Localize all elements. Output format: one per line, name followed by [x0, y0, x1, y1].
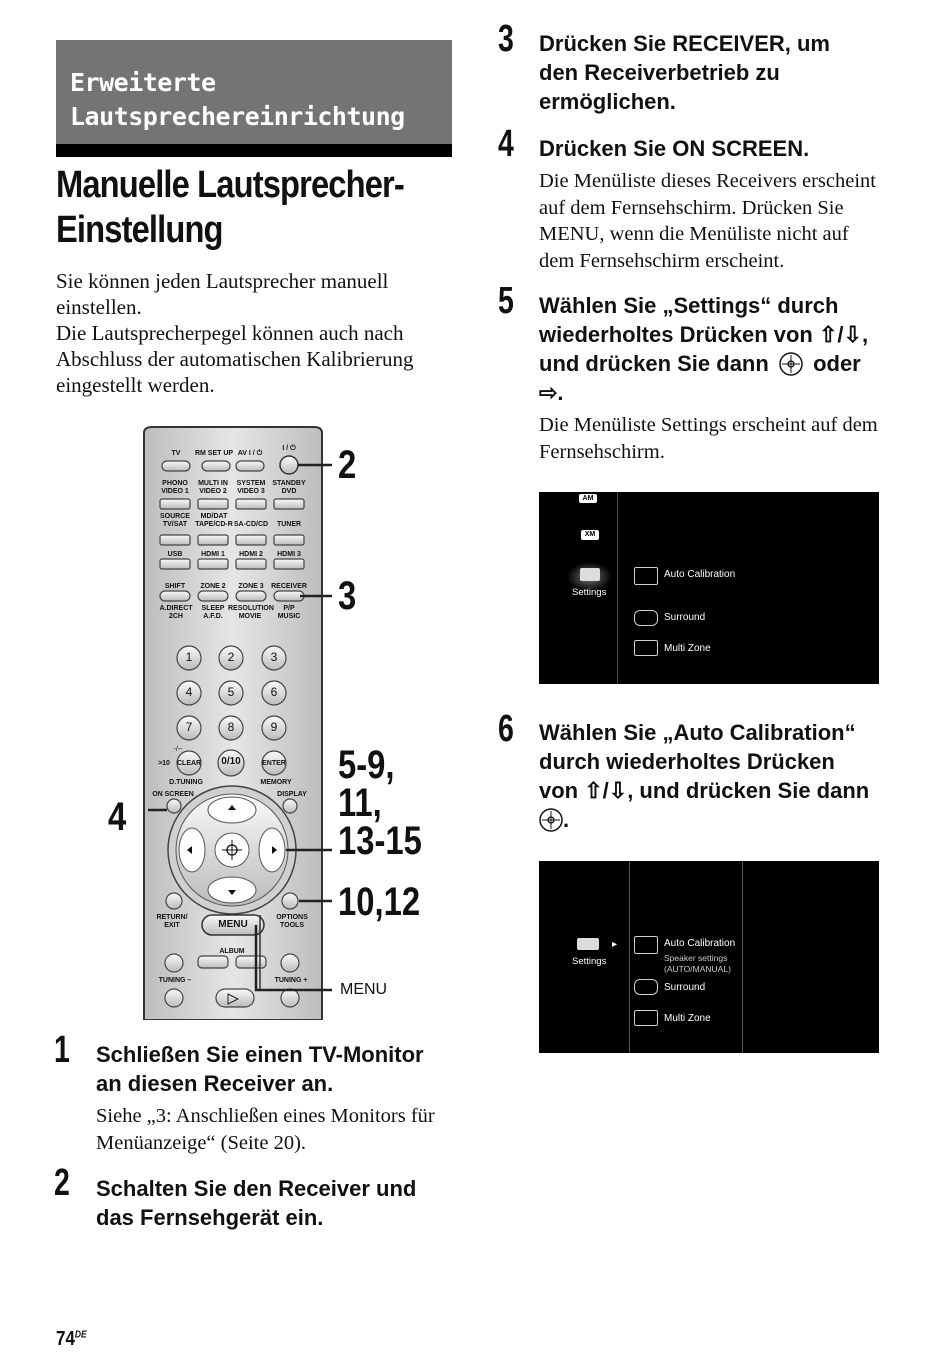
digit-8: 8 [227, 720, 235, 734]
pip-label: P/P MUSIC [277, 605, 301, 620]
callout-11: 11, [338, 781, 382, 825]
tuning-plus-label: TUNING + [274, 977, 308, 984]
memory-label: MEMORY [260, 779, 292, 786]
step-3-number: 3 [498, 18, 514, 60]
multi-zone-icon [634, 1010, 658, 1026]
zero10-label: 0/10 [221, 756, 241, 767]
step-6-heading: Wählen Sie „Auto Calibration“ durch wiederholtes Drücken von ⇧/⇩, und drücken Sie dann . [539, 720, 870, 832]
step-2-number: 2 [54, 1162, 70, 1204]
clear-label: CLEAR [177, 760, 202, 767]
hdmi2-label: HDMI 2 [239, 551, 263, 558]
digit-4: 4 [185, 685, 193, 699]
page-title: Manuelle Lautsprecher- Einstellung [56, 164, 404, 251]
phono-video1-label: PHONO VIDEO 1 [161, 480, 189, 495]
callout-2: 2 [338, 443, 357, 487]
multi-video2-label: MULTI IN VIDEO 2 [198, 480, 228, 495]
step-1-heading: Schließen Sie einen TV-Monitor an diesen Receiver an. [96, 1042, 424, 1096]
power-label: I / ⏻ [282, 445, 296, 452]
options-tools-label: OPTIONS TOOLS [276, 914, 308, 929]
toolbox-icon [577, 938, 599, 950]
callout-4: 4 [108, 795, 127, 839]
digit-7: 7 [185, 720, 193, 734]
sleep-label: SLEEP A.F.D. [201, 605, 225, 620]
menu-item-surround: Surround [664, 612, 706, 623]
digit-5: 5 [227, 685, 235, 699]
digit-9: 9 [270, 720, 278, 734]
intro-text: Sie können jeden Lautsprecher manuell einstellen. Die Lautsprecherpegel können auch nach Abschluss der automatischen Kalibrierung eingestellt werden. [56, 269, 414, 397]
step-3-heading: Drücken Sie RECEIVER, um den Receiverbetrieb zu ermöglichen. [539, 31, 830, 114]
callout-menu: MENU [340, 981, 388, 998]
section-title: Erweiterte Lautsprechereinrichtung [70, 68, 405, 131]
md-dat-label: MD/DAT TAPE/CD-R [195, 513, 233, 528]
hdmi3-label: HDMI 3 [277, 551, 301, 558]
tuning-minus-label: TUNING – [158, 977, 192, 984]
menu-item-multi-zone: Multi Zone [664, 643, 711, 654]
digit-2: 2 [227, 650, 235, 664]
settings-label: Settings [572, 956, 607, 967]
multi-zone-icon [634, 640, 658, 656]
tv-label: TV [171, 450, 181, 457]
step-2-heading: Schalten Sie den Receiver und das Fernsehgerät ein. [96, 1176, 417, 1230]
callout-10-12: 10,12 [338, 880, 421, 924]
step-4-body: Die Menüliste dieses Receivers erscheint auf dem Fernsehschirm. Drücken Sie MENU, wenn die Menüliste nicht auf dem Fernsehschirm erscheint. [539, 170, 876, 272]
resolution-label: RESOLUTION MOVIE [228, 605, 274, 620]
receiver-label: RECEIVER [271, 583, 307, 590]
zone2-label: ZONE 2 [200, 583, 226, 590]
source-tv-sat-label: SOURCE TV/SAT [160, 513, 190, 528]
dash-label: -/-- [173, 746, 183, 753]
enter-label: ENTER [262, 760, 286, 767]
step-1-number: 1 [54, 1029, 70, 1071]
calibration-icon [634, 567, 658, 585]
arrow-right-icon: ▸ [612, 939, 618, 950]
menu-button-label: MENU [218, 919, 248, 930]
digit-1: 1 [185, 650, 193, 664]
auto-manual-label: (AUTO/MANUAL) [664, 964, 731, 974]
sa-cd-label: SA-CD/CD [233, 521, 269, 528]
menu-item-auto-calibration: Auto Calibration [664, 569, 736, 580]
av-power-label: AV I / ⏻ [237, 450, 263, 457]
return-exit-label: RETURN/ EXIT [156, 914, 188, 929]
display-label: DISPLAY [277, 791, 307, 798]
step-4-heading: Drücken Sie ON SCREEN. [539, 136, 810, 161]
settings-label: Settings [572, 587, 607, 598]
d-tuning-label: D.TUNING [169, 779, 203, 786]
speaker-settings-label: Speaker settings [664, 953, 728, 963]
step-1-body: Siehe „3: Anschließen eines Monitors für Menüanzeige“ (Seite 20). [96, 1105, 435, 1154]
a-direct-label: A.DIRECT 2CH [159, 605, 193, 620]
remote-illustration [140, 425, 440, 1020]
settings-screen-1 [539, 492, 879, 684]
step-6-number: 6 [498, 708, 514, 750]
enter-circle-icon [539, 808, 563, 832]
section-header [56, 40, 452, 157]
tuner-label: TUNER [276, 521, 302, 528]
surround-icon [634, 610, 658, 626]
usb-label: USB [167, 551, 183, 558]
page-number: 74DE [56, 1328, 87, 1350]
zone3-label: ZONE 3 [238, 583, 264, 590]
step-5-heading: Wählen Sie „Settings“ durch wiederholtes Drücken von ⇧/⇩, und drücken Sie dann oder ⇨. [539, 293, 869, 405]
calibration-icon [634, 936, 658, 954]
digit-3: 3 [270, 650, 278, 664]
greater10-label: >10 [158, 760, 170, 767]
step-5-number: 5 [498, 280, 514, 322]
callout-5-9: 5-9, [338, 743, 395, 787]
surround-icon [634, 979, 658, 995]
rm-setup-label: RM SET UP [194, 450, 234, 457]
am-icon: AM [579, 494, 597, 503]
menu-item-surround: Surround [664, 982, 706, 993]
hdmi1-label: HDMI 1 [201, 551, 225, 558]
step-4-number: 4 [498, 123, 514, 165]
menu-item-multi-zone: Multi Zone [664, 1013, 711, 1024]
standby-dvd-label: STANDBY DVD [272, 480, 306, 495]
enter-circle-icon [779, 352, 803, 376]
callout-13-15: 13-15 [338, 819, 422, 863]
xm-icon: XM [581, 530, 599, 540]
callout-3: 3 [338, 574, 357, 618]
digit-6: 6 [270, 685, 278, 699]
settings-screen-2 [539, 861, 879, 1053]
shift-label: SHIFT [164, 583, 186, 590]
toolbox-icon [580, 568, 600, 581]
menu-item-auto-calibration: Auto Calibration [664, 938, 736, 949]
on-screen-label: ON SCREEN [152, 791, 194, 798]
system-video3-label: SYSTEM VIDEO 3 [236, 480, 266, 495]
album-label: ALBUM [219, 948, 245, 955]
step-5-body: Die Menüliste Settings erscheint auf dem Fernsehschirm. [539, 414, 878, 463]
